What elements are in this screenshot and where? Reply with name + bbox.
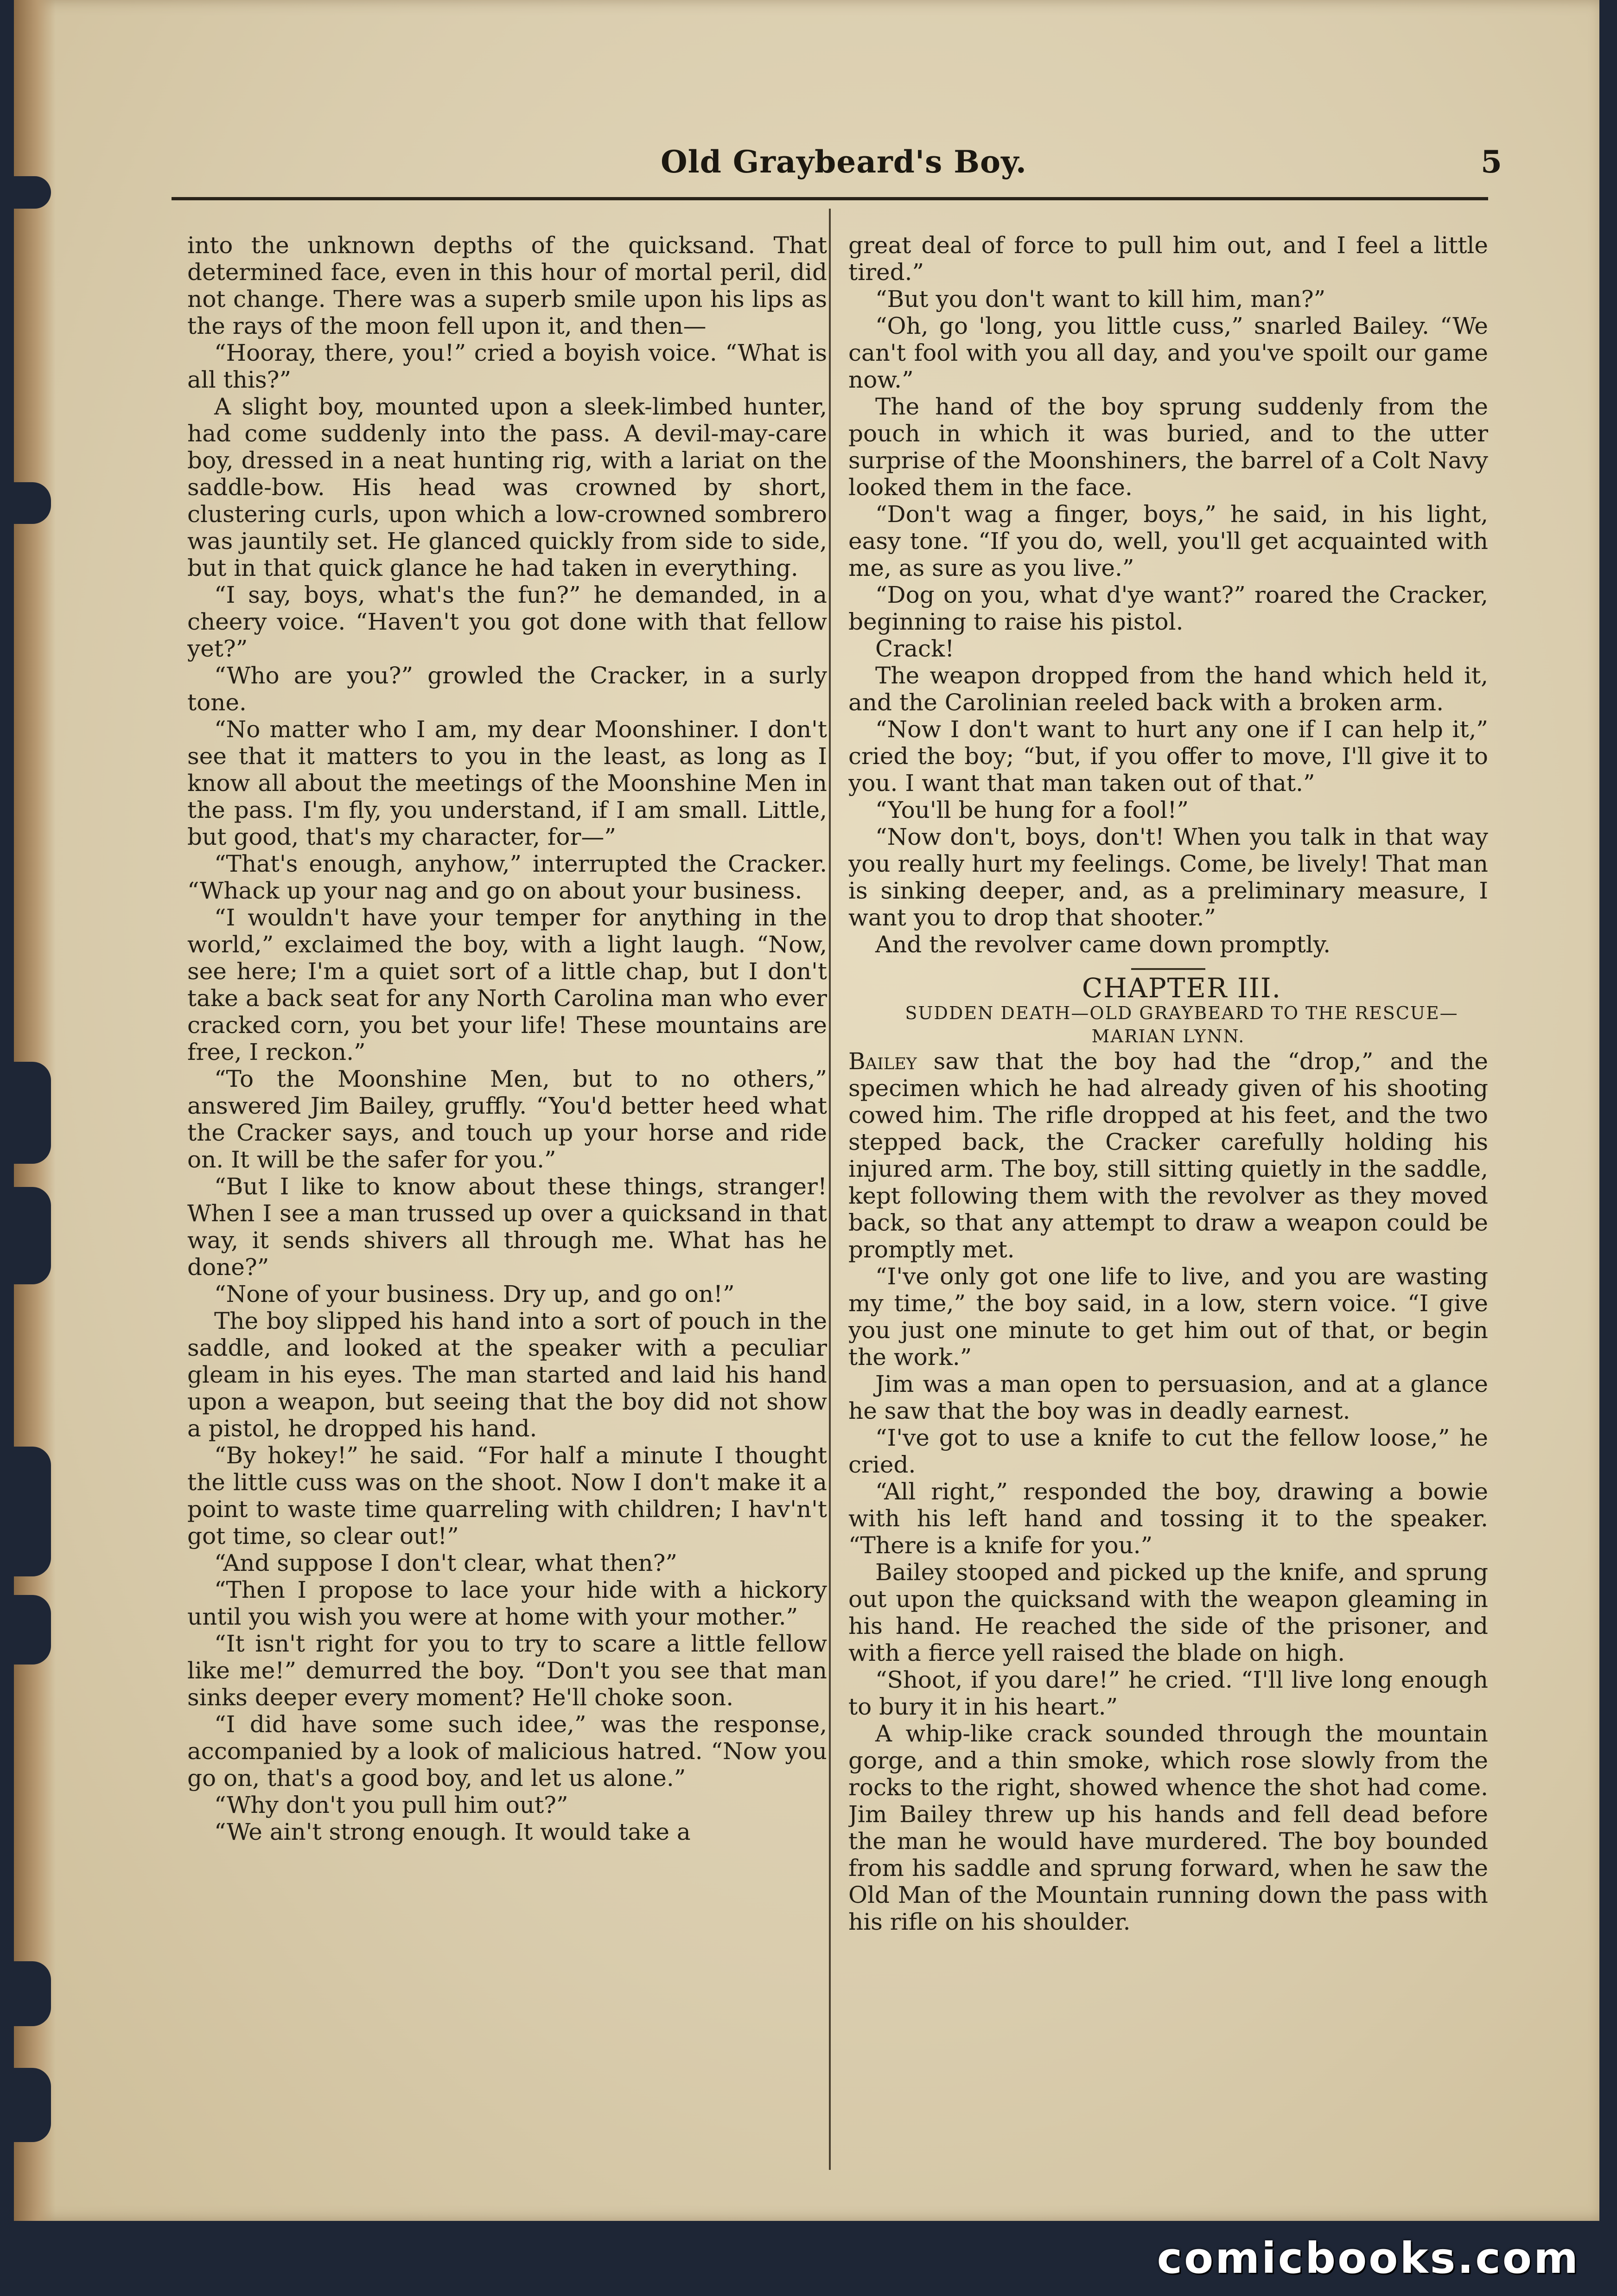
paragraph: “To the Moonshine Men, but to no others,” answered Jim Bailey, gruffly. “You'd better heed what the Cracker says, and touch up your horse and ride on. It will be the safer for you.” — [187, 1065, 827, 1173]
paragraph: “It isn't right for you to try to scare a little fellow like me!” demurred the boy. “Don't you see that man sinks deeper every moment? He'll choke soon. — [187, 1630, 827, 1711]
binding-tear — [14, 176, 51, 209]
paragraph: “No matter who I am, my dear Moonshiner. I don't see that it matters to you in the least, as long as I know all about the meetings of the Moonshine Men in the pass. I'm fly, you understand, if I am small. Little, but good, that's my character, for—” — [187, 716, 827, 850]
paragraph: The boy slipped his hand into a sort of pouch in the saddle, and looked at the speaker with a peculiar gleam in his eyes. The man started and laid his hand upon a weapon, but seeing that the boy did not show a pistol, he dropped his hand. — [187, 1307, 827, 1442]
chapter-rule — [1131, 968, 1205, 970]
binding-tear — [14, 1447, 51, 1576]
left-column — [187, 232, 827, 2170]
paragraph: “Oh, go 'long, you little cuss,” snarled Bailey. “We can't fool with you all day, and you've spoilt our game now.” — [848, 313, 1488, 393]
paragraph: “But you don't want to kill him, man?” — [875, 286, 1326, 313]
paragraph: The hand of the boy sprung suddenly from the pouch in which it was buried, and to the utter surprise of the Moonshiners, the barrel of a Colt Navy looked them in the face. — [848, 393, 1488, 501]
paragraph: “And suppose I don't clear, what then?” — [214, 1550, 677, 1576]
paragraph: “I did have some such idee,” was the response, accompanied by a look of malicious hatred. “Now you go on, that's a good boy, and let us alone.” — [187, 1711, 827, 1792]
running-title: Old Graybeard's Boy. — [661, 144, 1027, 180]
page-number: 5 — [1481, 144, 1502, 180]
paragraph: into the unknown depths of the quicksand. That determined face, even in this hour of mortal peril, did not change. There was a superb smile upon his lips as the rays of the moon fell upon it, and then— — [187, 232, 827, 339]
paragraph: “Why don't you pull him out?” — [214, 1792, 568, 1818]
paragraph: Bailey stooped and picked up the knife, and sprung out upon the quicksand with the weapon gleaming in his hand. He reached the side of the prisoner, and with a fierce yell raised the blade on high. — [848, 1559, 1488, 1666]
paragraph: The weapon dropped from the hand which held it, and the Carolinian reeled back with a broken arm. — [848, 662, 1488, 716]
paragraph: “Then I propose to lace your hide with a hickory until you wish you were at home with your mother.” — [187, 1576, 827, 1630]
paragraph: “Shoot, if you dare!” he cried. “I'll live long enough to bury it in his heart.” — [848, 1666, 1488, 1720]
paragraph: “Now don't, boys, don't! When you talk in that way you really hurt my feelings. Come, be lively! That man is sinking deeper, and, as a preliminary measure, I want you to drop that shooter.” — [848, 823, 1488, 931]
column-divider — [829, 209, 831, 2170]
paragraph: And the revolver came down promptly. — [875, 931, 1331, 958]
paragraph: great deal of force to pull him out, and I feel a little tired.” — [848, 232, 1488, 286]
header-rule — [172, 197, 1488, 200]
page-header — [185, 139, 1502, 185]
binding-tear — [14, 1062, 51, 1164]
chapter-opening-text: saw that the boy had the “drop,” and the specimen which he had already given of his shooting cowed him. The rifle dropped at his feet, and the two stepped back, the Cracker carefully holding his injured arm. The boy, still sitting quietly in the saddle, kept following them with the revolver as they moved back, so that any attempt to draw a weapon could be promptly met. — [848, 1048, 1488, 1263]
binding-tear — [14, 482, 51, 524]
paragraph: “I've got to use a knife to cut the fellow loose,” he cried. — [848, 1424, 1488, 1478]
paragraph: “I've only got one life to live, and you are wasting my time,” the boy said, in a low, stern voice. “I give you just one minute to get him out of that, or begin the work.” — [848, 1263, 1488, 1371]
paragraph: “By hokey!” he said. “For half a minute I thought the little cuss was on the shoot. Now I don't make it a point to waste time quarreling with children; I hav'n't got time, so clear out!” — [187, 1442, 827, 1550]
paragraph: “Who are you?” growled the Cracker, in a surly tone. — [187, 662, 827, 716]
paragraph: “I wouldn't have your temper for anything in the world,” exclaimed the boy, with a light laugh. “Now, see here; I'm a quiet sort of a little chap, but I don't take a back seat for any North Carolina man who ever cracked corn, you bet your life! These mountains are free, I reckon.” — [187, 904, 827, 1065]
chapter-heading: CHAPTER III. — [1082, 972, 1282, 1004]
paragraph: “But I like to know about these things, stranger! When I see a man trussed up over a quicksand in that way, it sends shivers all through me. What has he done?” — [187, 1173, 827, 1281]
paragraph: “Dog on you, what d'ye want?” roared the Cracker, beginning to raise his pistol. — [848, 581, 1488, 635]
paragraph: “We ain't strong enough. It would take a — [214, 1818, 691, 1845]
paragraph: “None of your business. Dry up, and go on!” — [214, 1281, 735, 1307]
site-watermark: comicbooks.com — [1157, 2233, 1580, 2283]
paragraph: “That's enough, anyhow,” interrupted the Cracker. “Whack up your nag and go on about your business. — [187, 850, 827, 904]
paragraph: A whip-like crack sounded through the mountain gorge, and a thin smoke, which rose slowly from the rocks to the right, showed whence the shot had come. Jim Bailey threw up his hands and fell dead before the man he would have murdered. The boy bounded from his saddle and sprung forward, when he saw the Old Man of the Mountain running down the pass with his rifle on his shoulder. — [848, 1720, 1488, 1935]
binding-tear — [14, 2068, 51, 2142]
chapter-opening-paragraph — [848, 1048, 1488, 1263]
paragraph: Jim was a man open to persuasion, and at a glance he saw that the boy was in deadly earnest. — [848, 1371, 1488, 1424]
paragraph: “All right,” responded the boy, drawing a bowie with his left hand and tossing it to the speaker. “There is a knife for you.” — [848, 1478, 1488, 1559]
paragraph: Crack! — [875, 635, 955, 662]
paragraph: “You'll be hung for a fool!” — [875, 797, 1189, 823]
binding-tear — [14, 1187, 51, 1284]
paragraph: “I say, boys, what's the fun?” he demanded, in a cheery voice. “Haven't you got done with that fellow yet?” — [187, 581, 827, 662]
right-column — [848, 232, 1488, 2170]
chapter-subheading: SUDDEN DEATH—OLD GRAYBEARD TO THE RESCUE—MARIAN LYNN. — [905, 1003, 1458, 1046]
binding-tear — [14, 1961, 51, 2026]
paragraph: “Hooray, there, you!” cried a boyish voice. “What is all this?” — [187, 339, 827, 393]
paragraph: “Don't wag a finger, boys,” he said, in his light, easy tone. “If you do, well, you'll get acquainted with me, as sure as you live.” — [848, 501, 1488, 581]
paragraph: “Now I don't want to hurt any one if I can help it,” cried the boy; “but, if you offer to move, I'll give it to you. I want that man taken out of that.” — [848, 716, 1488, 797]
chapter-opening-word: Bailey — [848, 1048, 917, 1075]
paragraph: A slight boy, mounted upon a sleek-limbed hunter, had come suddenly into the pass. A devil-may-care boy, dressed in a neat hunting rig, with a lariat on the saddle-bow. His head was crowned by short, clustering curls, upon which a low-crowned sombrero was jauntily set. He glanced quickly from side to side, but in that quick glance he had taken in everything. — [187, 393, 827, 581]
binding-tear — [14, 1595, 51, 1665]
